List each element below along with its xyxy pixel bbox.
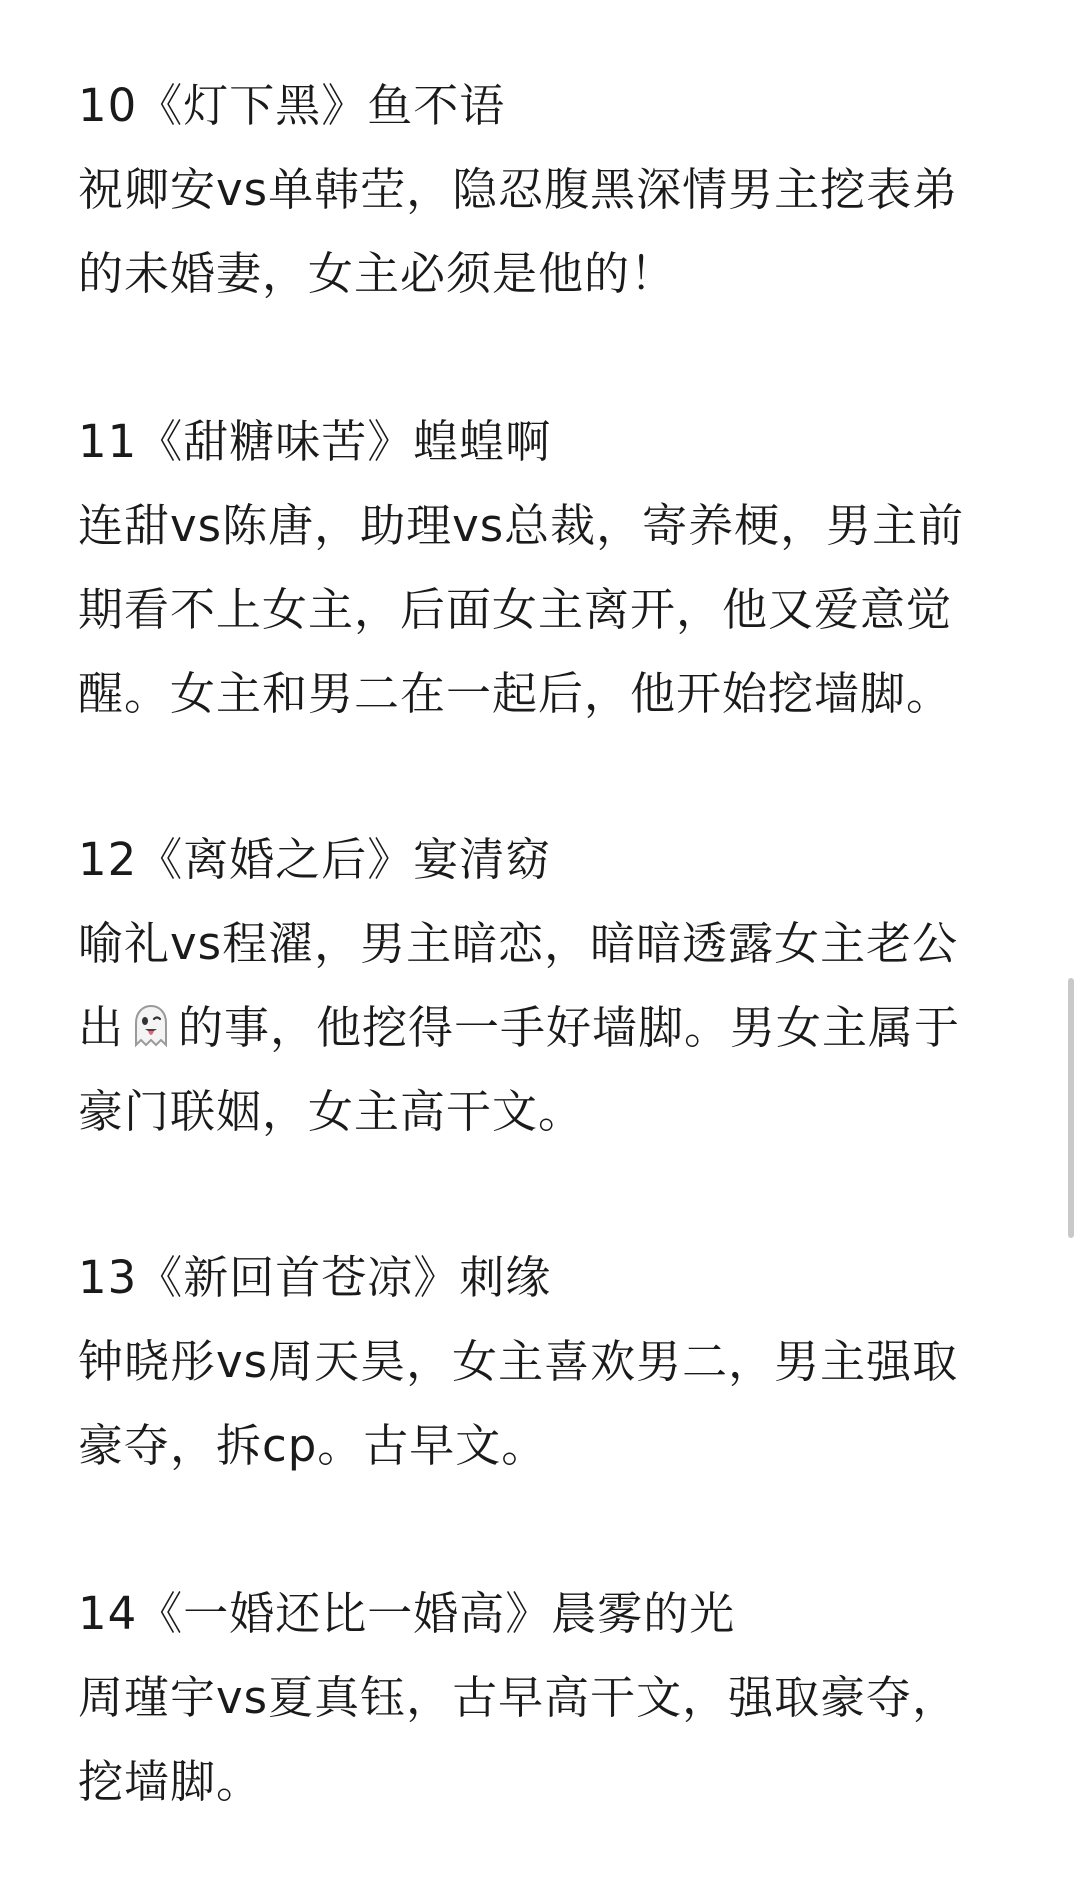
book-title: 14《一婚还比一婚高》晨雾的光	[78, 1587, 736, 1640]
description-line: 期看不上女主，后面女主离开，他又爱意觉	[78, 583, 953, 636]
description-line: 祝卿安vs单韩茔，隐忍腹黑深情男主挖表弟	[78, 163, 959, 216]
icon-line-prefix: 出	[78, 1001, 125, 1054]
book-entry-12	[78, 818, 1008, 1154]
book-description	[78, 148, 1008, 316]
description-line: 豪门联姻，女主高干文。	[78, 1085, 585, 1138]
book-title: 12《离婚之后》宴清窈	[78, 833, 552, 886]
description-line: 连甜vs陈唐，助理vs总裁，寄养梗，男主前	[78, 499, 965, 552]
book-entry-10	[78, 64, 1008, 316]
book-description	[78, 1320, 1008, 1488]
description-line: 钟晓彤vs周天昊，女主喜欢男二，男主强取	[78, 1335, 959, 1388]
book-title: 11《甜糖味苦》蝗蝗啊	[78, 415, 552, 468]
book-description	[78, 1656, 1008, 1824]
book-entry-11	[78, 400, 1008, 736]
description-line: 的未婚妻，女主必须是他的！	[78, 247, 677, 300]
book-title: 13《新回首苍凉》刺缘	[78, 1251, 552, 1304]
icon-line-suffix: 的事，他挖得一手好墙脚。男女主属于	[178, 1001, 961, 1054]
book-entry-14	[78, 1572, 1008, 1824]
description-line: 醒。女主和男二在一起后，他开始挖墙脚。	[78, 667, 953, 720]
description-line-with-icon	[78, 986, 1008, 1070]
vertical-scrollbar[interactable]	[1068, 978, 1074, 1238]
book-description	[78, 902, 1008, 1154]
description-line: 喻礼vs程濯，男主暗恋，暗暗透露女主老公	[78, 917, 959, 970]
description-line: 豪夺，拆cp。古早文。	[78, 1419, 548, 1472]
book-description	[78, 484, 1008, 736]
book-title: 10《灯下黑》鱼不语	[78, 79, 506, 132]
ghost-icon	[126, 994, 176, 1044]
description-line: 挖墙脚。	[78, 1755, 263, 1808]
description-line: 周瑾宇vs夏真钰，古早高干文，强取豪夺，	[78, 1671, 959, 1724]
book-entry-13	[78, 1236, 1008, 1488]
